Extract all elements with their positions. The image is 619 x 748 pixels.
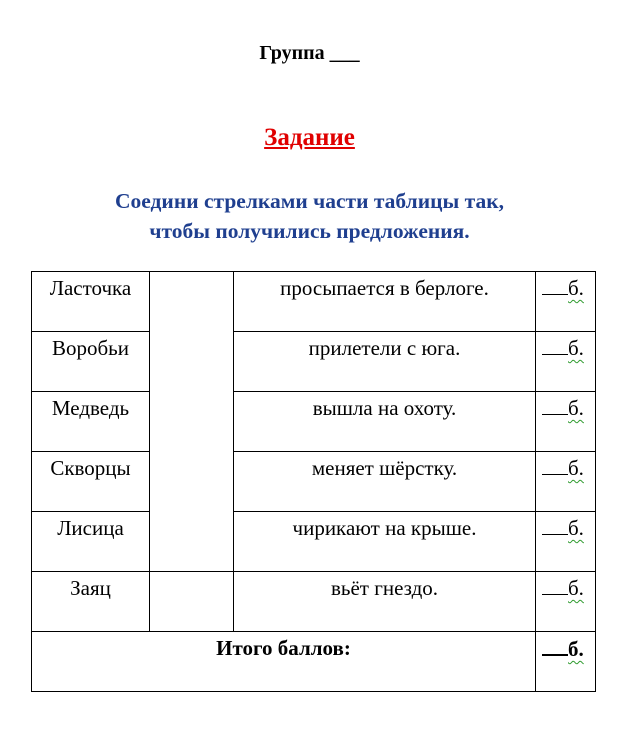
predicate-cell: чирикают на крыше. (234, 512, 536, 572)
table-row (32, 392, 596, 452)
connector-column (150, 332, 234, 392)
score-suffix: б. (568, 637, 584, 661)
group-label: Группа ___ (259, 42, 360, 64)
subject-cell: Скворцы (32, 452, 150, 512)
score-cell (536, 332, 596, 392)
matching-table (31, 271, 596, 692)
table-row (32, 332, 596, 392)
table-row (32, 572, 596, 632)
score-blank (542, 516, 568, 535)
predicate-cell: вьёт гнездо. (234, 572, 536, 632)
predicate-cell: меняет шёрстку. (234, 452, 536, 512)
score-cell (536, 272, 596, 332)
score-cell (536, 452, 596, 512)
connector-column (150, 452, 234, 512)
score-cell (536, 392, 596, 452)
instruction (0, 186, 619, 246)
task-title: Задание (264, 124, 355, 151)
table-row (32, 272, 596, 332)
subject-cell: Заяц (32, 572, 150, 632)
score-suffix: б. (568, 456, 584, 480)
total-label: Итого баллов: (32, 632, 536, 692)
predicate-cell: вышла на охоту. (234, 392, 536, 452)
predicate-cell: просыпается в берлоге. (234, 272, 536, 332)
subject-cell: Медведь (32, 392, 150, 452)
subject-cell: Ласточка (32, 272, 150, 332)
score-blank (542, 336, 568, 355)
score-cell (536, 512, 596, 572)
subject-cell: Лисица (32, 512, 150, 572)
score-suffix: б. (568, 576, 584, 600)
score-suffix: б. (568, 336, 584, 360)
predicate-cell: прилетели с юга. (234, 332, 536, 392)
instruction-line-2: чтобы получились предложения. (149, 219, 470, 243)
total-row (32, 632, 596, 692)
table-row (32, 512, 596, 572)
instruction-line-1: Соедини стрелками части таблицы так, (115, 189, 504, 213)
subject-cell: Воробьи (32, 332, 150, 392)
score-suffix: б. (568, 276, 584, 300)
score-blank (542, 456, 568, 475)
table-row (32, 452, 596, 512)
score-suffix: б. (568, 396, 584, 420)
score-blank (542, 276, 568, 295)
score-blank (542, 396, 568, 415)
score-blank (542, 636, 568, 656)
score-cell (536, 572, 596, 632)
connector-column (150, 392, 234, 452)
total-score-cell (536, 632, 596, 692)
connector-column (150, 512, 234, 572)
connector-column (150, 572, 234, 632)
score-suffix: б. (568, 516, 584, 540)
score-blank (542, 576, 568, 595)
connector-column (150, 272, 234, 332)
